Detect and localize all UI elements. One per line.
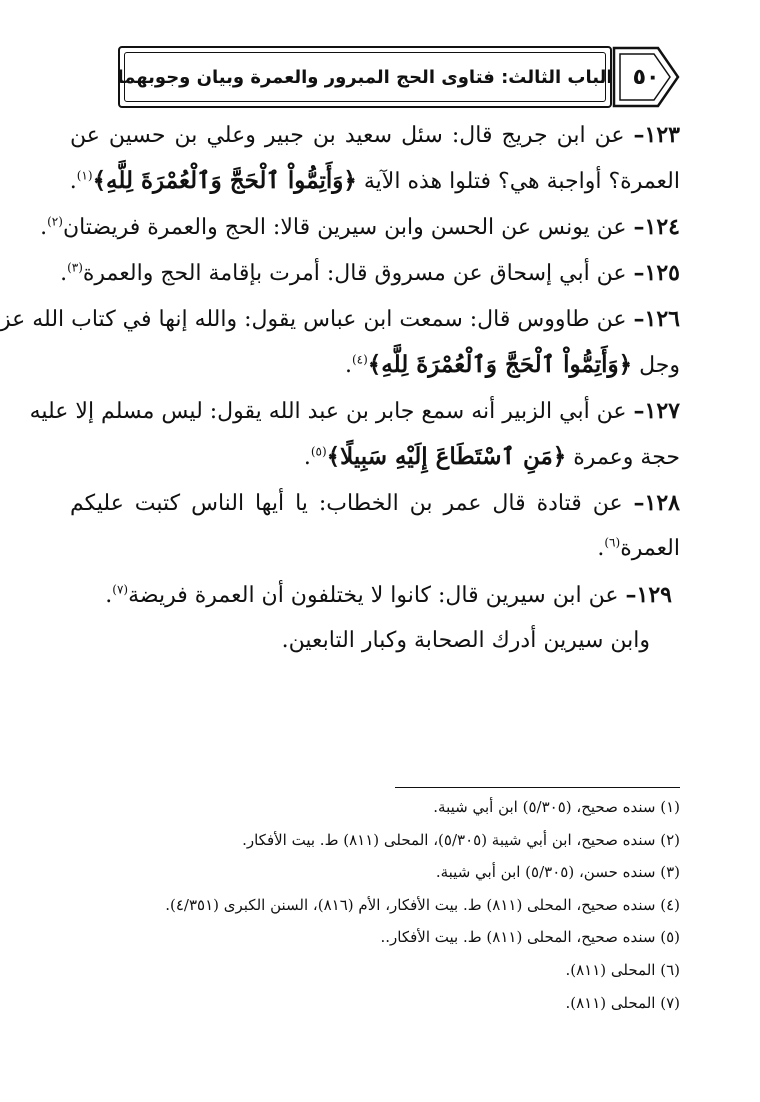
- line-text: عن أبي إسحاق عن مسروق قال: أمرت بإقامة الحج والعمرة: [82, 261, 634, 286]
- footnote-ref[interactable]: (٧): [112, 582, 129, 597]
- footnote-ref[interactable]: (٢): [47, 214, 63, 229]
- chapter-header: [118, 46, 612, 108]
- chapter-title: الباب الثالث: فتاوى الحج المبرور والعمرة وبيان وجوبهما: [117, 66, 613, 88]
- text-line: [70, 440, 680, 486]
- text-line: [70, 624, 680, 670]
- line-text: عن ابن جريج قال: سئل سعيد بن جبير وعلي بن حسين عن: [70, 123, 634, 148]
- athar-number: ١٢٩–: [625, 582, 672, 608]
- athar-number: ١٢٧–: [633, 398, 680, 424]
- footnote-ref[interactable]: (٣): [67, 260, 83, 275]
- text-line: [60, 256, 680, 302]
- footnote: (٦) المحلى (٨١١).: [565, 960, 680, 979]
- text-line: [70, 578, 680, 624]
- athar-number: ١٢٦–: [633, 306, 680, 332]
- athar-number: ١٢٨–: [633, 490, 680, 516]
- text-line: [0, 302, 680, 348]
- footnote-ref[interactable]: (١): [76, 168, 93, 183]
- footnote: (٤) سنده صحيح، المحلى (٨١١) ط. بيت الأفكار، الأم (٨١٦)، السنن الكبرى (٤/٣٥١).: [165, 895, 680, 914]
- quran-verse: ﴿وَأَتِمُّواْ ٱلْحَجَّ وَٱلْعُمْرَةَ لِلَّهِ﴾: [367, 351, 633, 378]
- page-number: ٥٠: [632, 64, 660, 90]
- text-line: [70, 486, 680, 532]
- athar-number: ١٢٣–: [633, 122, 680, 148]
- line-end-punct: .: [40, 215, 48, 240]
- line-text: عن أبي الزبير أنه سمع جابر بن عبد الله يقول: ليس مسلم إلا عليه: [29, 399, 634, 424]
- quran-verse: ﴿مَنِ ٱسْتَطَاعَ إِلَيْهِ سَبِيلًا﴾: [326, 443, 567, 470]
- line-text: عن طاووس قال: سمعت ابن عباس يقول: والله إنها في كتاب الله عز: [0, 307, 634, 332]
- line-text: العمرة؟ أواجبة هي؟ فتلوا هذه الآية: [356, 169, 680, 194]
- footnote-separator: [395, 787, 680, 788]
- line-end-punct: .: [597, 536, 605, 561]
- footnote: (٢) سنده صحيح، ابن أبي شيبة (٥/٣٠٥)، المحلى (٨١١) ط. بيت الأفكار.: [242, 830, 680, 849]
- footnote-ref[interactable]: (٥): [310, 444, 327, 459]
- line-text: حجة وعمرة: [566, 445, 680, 470]
- line-text: عن يونس عن الحسن وابن سيرين قالا: الحج والعمرة فريضتان: [62, 215, 634, 240]
- text-line: [70, 532, 680, 578]
- page-number-badge: [612, 46, 682, 108]
- line-end-punct: .: [344, 353, 352, 378]
- footnotes: [60, 796, 680, 1024]
- footnote: (٥) سنده صحيح، المحلى (٨١١) ط. بيت الأفكار..: [380, 928, 680, 947]
- footnote: (١) سنده صحيح، (٥/٣٠٥) ابن أبي شيبة.: [433, 798, 680, 816]
- main-text: [0, 118, 680, 670]
- text-line: [29, 394, 680, 440]
- athar-number: ١٢٥–: [633, 260, 680, 286]
- footnote: (٧) المحلى (٨١١).: [565, 993, 680, 1012]
- text-line: [70, 164, 680, 210]
- line-text: العمرة: [620, 536, 680, 561]
- line-end-punct: .: [69, 169, 77, 194]
- text-line: [70, 348, 680, 394]
- footnote: (٣) سنده حسن، (٥/٣٠٥) ابن أبي شيبة.: [435, 863, 680, 882]
- text-line: [70, 118, 680, 164]
- quran-verse: ﴿وَأَتِمُّواْ ٱلْحَجَّ وَٱلْعُمْرَةَ لِلَّهِ﴾: [92, 167, 357, 194]
- footnote-ref[interactable]: (٤): [351, 352, 368, 367]
- line-end-punct: .: [60, 261, 68, 286]
- athar-number: ١٢٤–: [633, 214, 680, 240]
- line-end-punct: .: [303, 445, 311, 470]
- line-text: وابن سيرين أدرك الصحابة وكبار التابعين.: [281, 628, 650, 653]
- footnote-ref[interactable]: (٦): [604, 535, 621, 550]
- line-text: وجل: [632, 353, 680, 378]
- line-end-punct: .: [105, 583, 113, 608]
- line-text: عن ابن سيرين قال: كانوا لا يختلفون أن العمرة فريضة: [128, 583, 626, 608]
- line-text: عن قتادة قال عمر بن الخطاب: يا أيها الناس كتبت عليكم: [70, 491, 634, 516]
- text-line: [40, 210, 680, 256]
